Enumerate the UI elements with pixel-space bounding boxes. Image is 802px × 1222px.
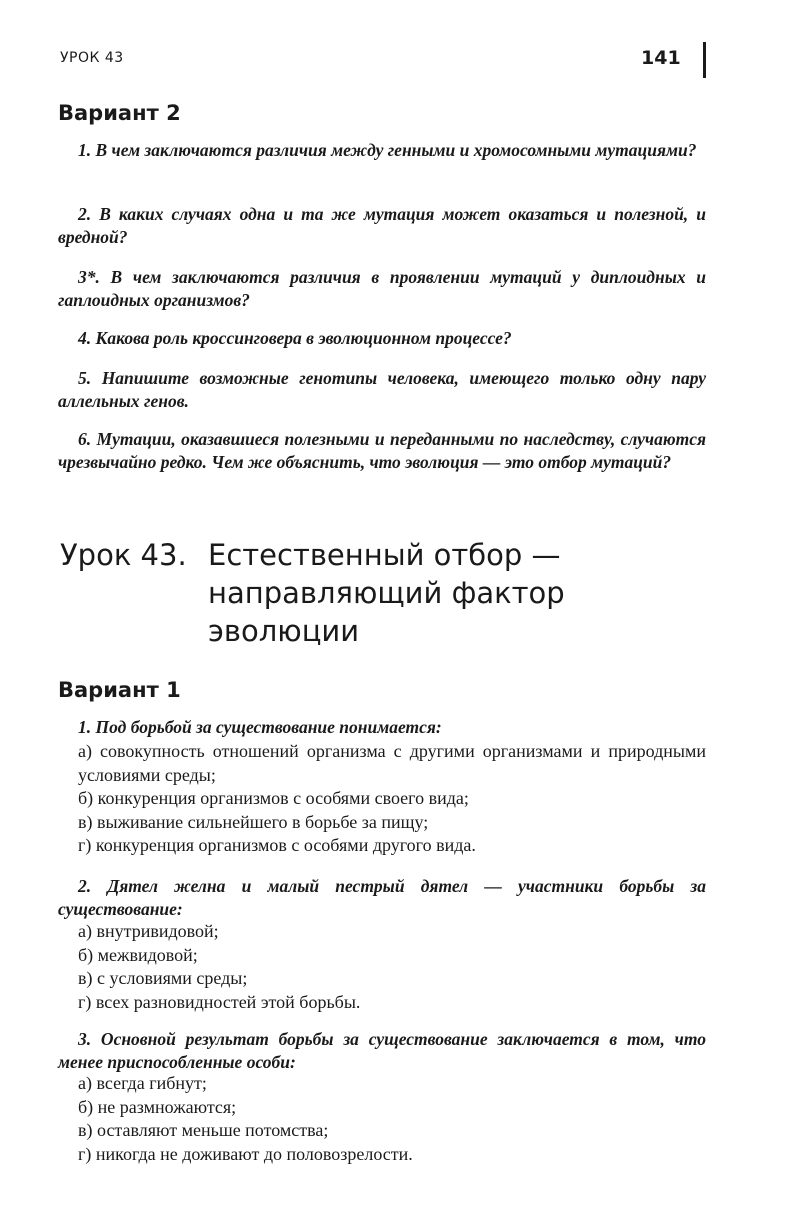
variant-2-question-2: 2. В каких случаях одна и та же мутация может оказаться и полезной, и вредной? bbox=[58, 204, 706, 247]
option-c: в) выживание сильнейшего в борьбе за пищу; bbox=[78, 811, 429, 832]
option-a: а) внутривидовой; bbox=[78, 921, 219, 941]
variant-1-question-1-options bbox=[58, 740, 706, 858]
option-d: г) конкуренция организмов с особями другого вида. bbox=[78, 835, 476, 855]
variant-1-question-3-options bbox=[58, 1072, 706, 1166]
variant-1-question-3: 3. Основной результат борьбы за существование заключается в том, что менее приспособленные особи: bbox=[58, 1029, 706, 1072]
option-b: б) межвидовой; bbox=[78, 944, 198, 965]
variant-2-question-1: 1. В чем заключаются различия между генными и хромосомными мутациями? bbox=[78, 140, 697, 160]
option-a: а) совокупность отношений организма с другими организмами и природными условиями среды; bbox=[78, 741, 706, 785]
variant-1-question-1: 1. Под борьбой за существование понимается: bbox=[78, 717, 442, 737]
variant-1-question-2: 2. Дятел желна и малый пестрый дятел — участники борьбы за существование: bbox=[58, 876, 706, 919]
running-head: УРОК 43 bbox=[60, 50, 124, 66]
page-number-rule bbox=[703, 42, 706, 78]
option-c: в) с условиями среды; bbox=[78, 968, 248, 988]
variant-2-heading: Вариант 2 bbox=[58, 101, 181, 125]
variant-2-question-5: 5. Напишите возможные генотипы человека, имеющего только одну пару аллельных генов. bbox=[58, 368, 706, 411]
option-a: а) всегда гибнут; bbox=[78, 1073, 207, 1093]
option-b: б) не размножаются; bbox=[78, 1096, 237, 1117]
page-number: 141 bbox=[641, 47, 681, 69]
lesson-number: Урок 43. bbox=[60, 538, 187, 572]
option-d: г) всех разновидностей этой борьбы. bbox=[78, 991, 361, 1012]
variant-2-question-3: 3*. В чем заключаются различия в проявлении мутаций у диплоидных и гаплоидных организмов? bbox=[58, 267, 706, 310]
lesson-title: Естественный отбор — направляющий фактор эволюции bbox=[208, 538, 565, 648]
variant-2-question-6: 6. Мутации, оказавшиеся полезными и переданными по наследству, случаются чрезвычайно редко. Чем же объяснить, что эволюция — это отбор мутаций? bbox=[58, 429, 706, 472]
option-d: г) никогда не доживают до половозрелости. bbox=[78, 1143, 413, 1164]
variant-1-question-2-options bbox=[58, 920, 706, 1014]
option-c: в) оставляют меньше потомства; bbox=[78, 1120, 329, 1140]
variant-1-heading: Вариант 1 bbox=[58, 678, 181, 702]
option-b: б) конкуренция организмов с особями своего вида; bbox=[78, 788, 469, 808]
variant-2-question-4: 4. Какова роль кроссинговера в эволюционном процессе? bbox=[78, 328, 512, 348]
